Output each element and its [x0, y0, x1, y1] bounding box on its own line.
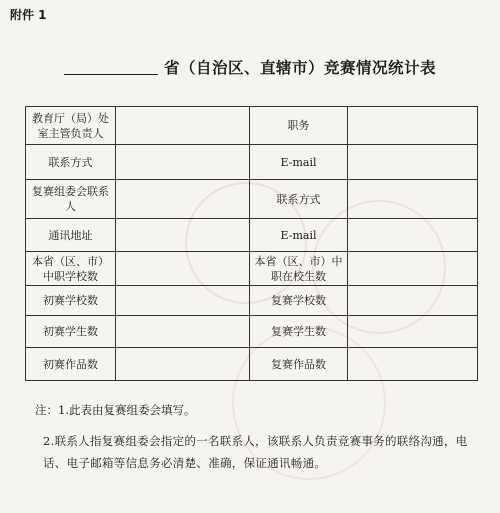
value-cell[interactable] [348, 252, 478, 286]
value-cell[interactable] [348, 180, 478, 219]
value-cell[interactable] [116, 252, 250, 286]
value-cell[interactable] [116, 180, 250, 219]
row-label: 联系方式 [26, 145, 116, 180]
row-label: 教育厅（局）处室主管负责人 [26, 107, 116, 145]
note-1: 注：1.此表由复赛组委会填写。 [35, 403, 196, 417]
value-cell[interactable] [116, 107, 250, 145]
row-label: 复赛学校数 [250, 286, 348, 316]
row-label: 复赛作品数 [250, 348, 348, 381]
value-cell[interactable] [116, 219, 250, 252]
value-cell[interactable] [348, 348, 478, 381]
value-cell[interactable] [348, 219, 478, 252]
table-row [26, 286, 478, 316]
row-label: 职务 [250, 107, 348, 145]
row-label: 本省（区、市）中职在校生数 [250, 252, 348, 286]
row-label: 联系方式 [250, 180, 348, 219]
title-text: 省（自治区、直辖市）竞赛情况统计表 [163, 58, 436, 77]
value-cell[interactable] [116, 286, 250, 316]
form-title [0, 56, 500, 78]
statistics-table [25, 106, 478, 381]
row-label: 初赛作品数 [26, 348, 116, 381]
table-row [26, 180, 478, 219]
table-row [26, 252, 478, 286]
table-row [26, 145, 478, 180]
province-blank[interactable] [64, 74, 158, 75]
value-cell[interactable] [116, 145, 250, 180]
row-label: 复赛组委会联系人 [26, 180, 116, 219]
table-row [26, 219, 478, 252]
row-label: 初赛学校数 [26, 286, 116, 316]
table-row [26, 316, 478, 348]
value-cell[interactable] [116, 316, 250, 348]
note-2: 2.联系人指复赛组委会指定的一名联系人，该联系人负责竞赛事务的联络沟通，电话、电子邮箱等信息务必清楚、准确，保证通讯畅通。 [43, 434, 468, 470]
row-label: E-mail [250, 219, 348, 252]
value-cell[interactable] [116, 348, 250, 381]
table-row [26, 107, 478, 145]
value-cell[interactable] [348, 316, 478, 348]
row-label: 复赛学生数 [250, 316, 348, 348]
row-label: 初赛学生数 [26, 316, 116, 348]
row-label: 本省（区、市）中职学校数 [26, 252, 116, 286]
table-row [26, 348, 478, 381]
row-label: E-mail [250, 145, 348, 180]
row-label: 通讯地址 [26, 219, 116, 252]
value-cell[interactable] [348, 107, 478, 145]
value-cell[interactable] [348, 145, 478, 180]
value-cell[interactable] [348, 286, 478, 316]
annex-label: 附件 1 [10, 8, 47, 22]
